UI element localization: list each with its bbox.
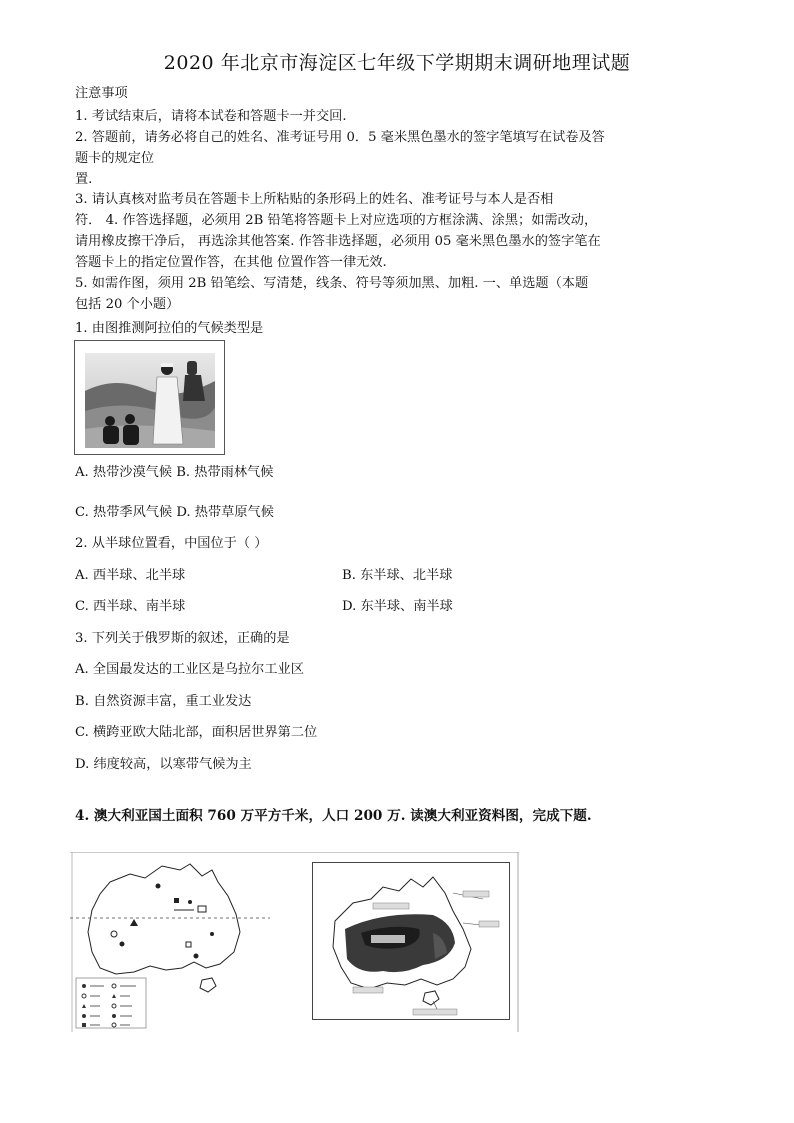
question-4-stem: 4. 澳大利亚国土面积 760 万平方千米，人口 200 万. 读澳大利亚资料图，完成下题. [75,808,592,824]
question-1-stem: 1. 由图推测阿拉伯的气候类型是 [75,321,264,336]
notes-line-8: 答题卡上的指定位置作答，在其他 位置作答一律无效. [75,255,387,270]
question-3-option-d: D. 纬度较高，以寒带气候为主 [75,757,252,772]
notes-line-9: 5. 如需作图，须用 2B 铅笔绘、写清楚，线条、符号等须加黑、加粗. 一、单选题（本题 [75,276,589,291]
question-2-option-b: B. 东半球、北半球 [342,568,453,583]
question-1-options-row1: A. 热带沙漠气候 B. 热带雨林气候 [75,465,274,480]
notes-line-4: 置. [75,172,93,187]
notes-line-6: 符． 4. 作答选择题，必须用 2B 铅笔将答题卡上对应选项的方框涂满、涂黑；如需改动， [75,213,598,228]
question-1-options-row2: C. 热带季风气候 D. 热带草原气候 [75,505,274,520]
question-2-option-c: C. 西半球、南半球 [75,599,186,614]
question-3-option-c: C. 横跨亚欧大陆北部，面积居世界第二位 [75,725,318,740]
notes-line-7: 请用橡皮擦干净后， 再选涂其他答案. 作答非选择题，必须用 05 毫米黑色墨水的签字笔在 [75,234,601,249]
notes-heading: 注意事项 [75,86,128,101]
question-3-option-a: A. 全国最发达的工业区是乌拉尔工业区 [75,662,304,677]
question-2-stem: 2. 从半球位置看，中国位于（ ） [75,536,268,551]
question-2-option-a: A. 西半球、北半球 [75,568,186,583]
notes-line-10: 包括 20 个小题） [75,297,180,312]
notes-line-3: 题卡的规定位 [75,151,155,166]
notes-line-5: 3. 请认真核对监考员在答题卡上所粘贴的条形码上的姓名、准考证号与本人是否相 [75,192,554,207]
question-3-option-b: B. 自然资源丰富，重工业发达 [75,694,252,709]
australia-climate-map [312,862,510,1020]
arabia-desert-photo [74,340,225,455]
notes-line-1: 1. 考试结束后，请将本试卷和答题卡一并交回. [75,109,347,124]
notes-line-2: 2. 答题前，请务必将自己的姓名、准考证号用 0．5 毫米黑色墨水的签字笔填写在试卷及答 [75,130,605,145]
question-2-option-d: D. 东半球、南半球 [342,599,453,614]
page-title: 2020 年北京市海淀区七年级下学期期末调研地理试题 [163,52,631,74]
question-3-stem: 3. 下列关于俄罗斯的叙述，正确的是 [75,631,290,646]
